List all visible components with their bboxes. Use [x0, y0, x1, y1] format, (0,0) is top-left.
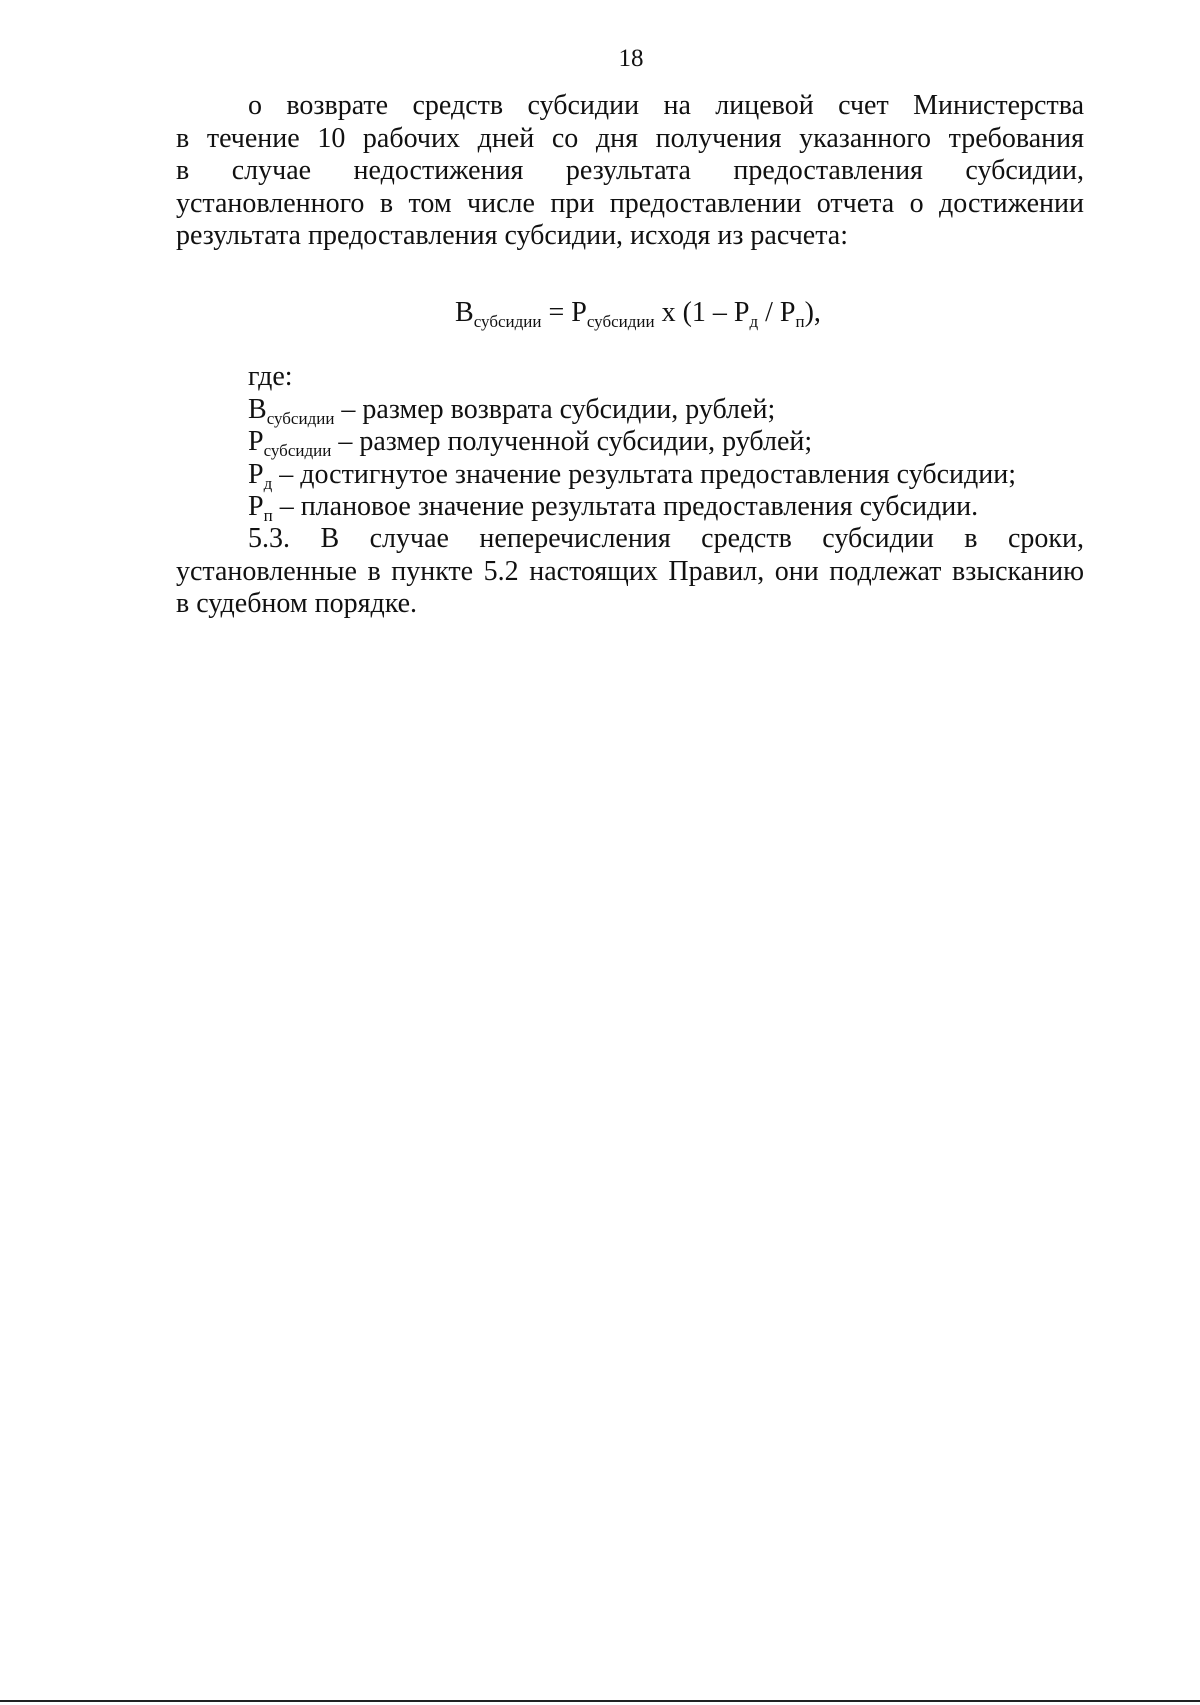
formula-end: ),	[804, 297, 821, 328]
definition-symbol: В	[248, 393, 267, 425]
section-line: установленные в пункте 5.2 настоящих Правил, они подлежат взысканию	[176, 555, 1084, 587]
definition-item	[176, 426, 1084, 459]
paragraph-line: в случае недостижения результата предоставления субсидии,	[176, 155, 1084, 186]
definition-sub: субсидии	[263, 441, 332, 460]
page-bottom-border	[0, 1700, 1200, 1702]
formula-v-sub: субсидии	[473, 312, 542, 331]
definitions-list	[176, 361, 1084, 524]
definition-text: – размер возврата субсидии, рублей;	[334, 393, 776, 425]
definition-text: – плановое значение результата предоставления субсидии.	[272, 491, 979, 522]
definition-item	[176, 459, 1084, 492]
where-label: где:	[248, 361, 293, 392]
definition-text: – размер полученной субсидии, рублей;	[331, 426, 813, 457]
formula	[0, 296, 1200, 330]
formula-eq: =	[541, 297, 572, 328]
definition-text: – достигнутое значение результата предоставления субсидии;	[272, 458, 1017, 490]
formula-r: Р	[571, 297, 587, 328]
formula-v: В	[455, 297, 474, 328]
section-line: в судебном порядке.	[176, 588, 418, 619]
formula-mid: х (1 – Р	[654, 297, 750, 328]
formula-rp-sub: п	[795, 312, 805, 331]
paragraph-line: о возврате средств субсидии на лицевой счет Министерства	[248, 90, 1084, 121]
definition-item	[176, 491, 1084, 524]
formula-r-sub: субсидии	[586, 312, 655, 331]
formula-slash: / Р	[758, 297, 796, 328]
definition-item	[176, 394, 1084, 427]
definition-sub: субсидии	[266, 408, 335, 428]
paragraph-line: результата предоставления субсидии, исходя из расчета:	[176, 220, 848, 251]
paragraph-return-of-subsidy	[176, 90, 1084, 253]
paragraph-line: в течение 10 рабочих дней со дня получения указанного требования	[176, 122, 1084, 154]
section-line: 5.3. В случае неперечисления средств субсидии в сроки,	[248, 523, 1084, 554]
definition-symbol: Р	[248, 426, 264, 457]
definition-symbol: Р	[248, 458, 264, 490]
page-number: 18	[618, 45, 644, 72]
section-5-3	[176, 523, 1084, 621]
paragraph-line: установленного в том числе при предоставлении отчета о достижении	[176, 187, 1084, 219]
definition-symbol: Р	[248, 491, 264, 522]
definition-sub: д	[263, 473, 273, 493]
definition-sub: п	[263, 506, 273, 525]
formula-rd-sub: д	[749, 312, 759, 331]
